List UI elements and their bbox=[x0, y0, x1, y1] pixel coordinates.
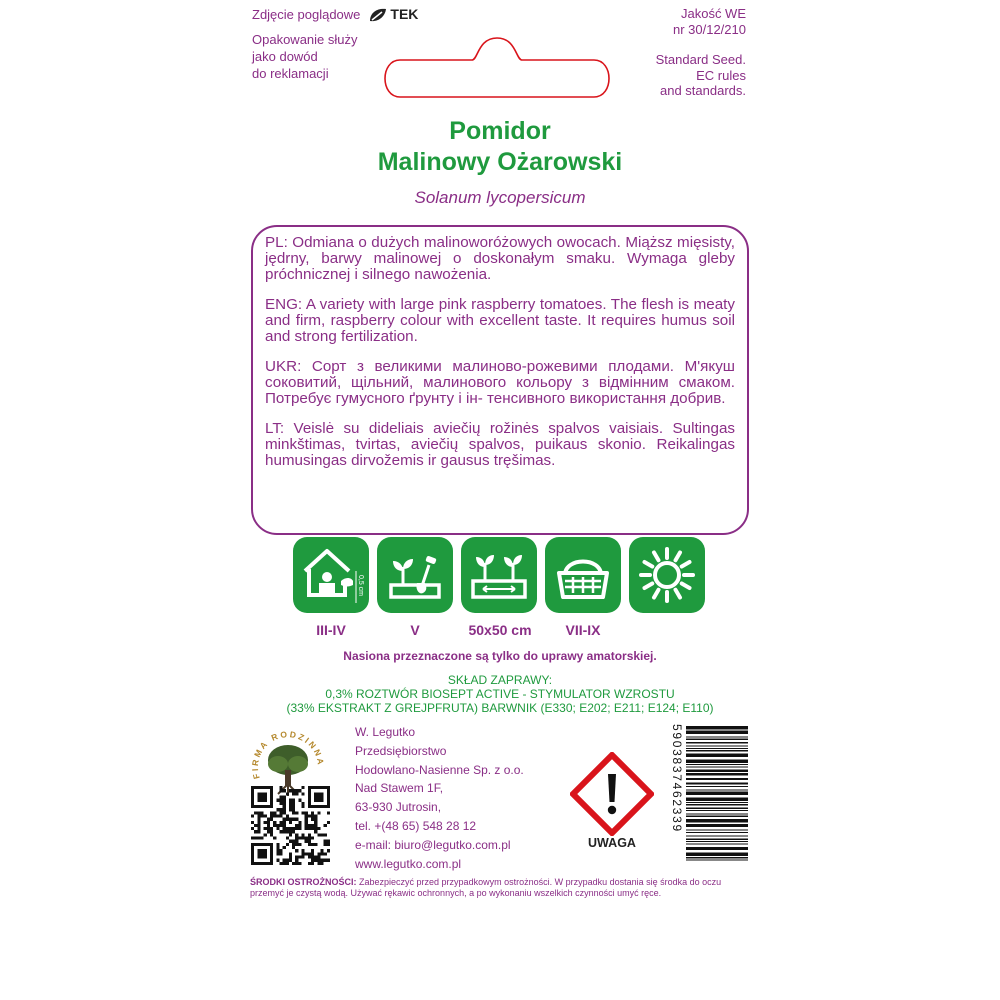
illustrative-photo-row bbox=[252, 6, 418, 23]
spacing-icon bbox=[461, 537, 537, 613]
greenhouse-sowing-icon bbox=[293, 537, 369, 613]
composition bbox=[250, 673, 750, 715]
sowing-period-label: III-IV bbox=[316, 622, 346, 638]
amateur-note: Nasiona przeznaczone są tylko do uprawy amatorskiej. bbox=[343, 649, 657, 663]
illustrative-photo-text: Zdjęcie poglądowe bbox=[252, 7, 361, 22]
email-link[interactable]: e-mail: biuro@legutko.com.pl bbox=[355, 837, 511, 852]
sun-icon bbox=[629, 537, 705, 613]
address-line: W. Legutko bbox=[355, 725, 416, 739]
quality-line: nr 30/12/210 bbox=[672, 21, 746, 37]
description-pl: PL: Odmiana o dużych malinoworóżowych owocach. Miąższ mięsisty, jędrny, barwy malinowej o doskonałym smaku. Wymaga gleby próchnicznej i silnego nawożenia. bbox=[265, 234, 735, 283]
website-link[interactable]: www.legutko.com.pl bbox=[355, 856, 462, 871]
cultivation-icons bbox=[293, 537, 713, 617]
description-ukr: UKR: Сорт з великими малиново-рожевими плодами. М'якуш соковитий, щільний, малинового кольору з відмінним смаком. Потребує гумусного ґрунту і ін- тенсивного використання добрив. bbox=[265, 358, 735, 407]
sowing-depth-text: 0,5 cm bbox=[357, 575, 364, 597]
quality-line: Jakość WE bbox=[680, 6, 746, 21]
composition-line: 0,3% ROZTWÓR BIOSEPT ACTIVE - STYMULATOR WZROSTU bbox=[325, 687, 675, 701]
standard-line: and standards. bbox=[659, 83, 746, 98]
standard-line: EC rules bbox=[696, 67, 746, 83]
logo-arc-text: FIRMA RODZINNA bbox=[250, 728, 326, 781]
harvest-basket-icon bbox=[545, 537, 621, 613]
leaf-icon bbox=[368, 7, 388, 23]
transplanting-icon bbox=[377, 537, 453, 613]
brand-logo bbox=[368, 6, 418, 23]
harvest-period-label: VII-IX bbox=[565, 622, 601, 638]
address-line: Nad Stawem 1F, bbox=[355, 781, 444, 796]
hazard-label: UWAGA bbox=[588, 836, 636, 850]
brand-name: TEK bbox=[390, 6, 419, 22]
address-line: Przedsiębiorstwo bbox=[355, 743, 447, 758]
barcode bbox=[670, 722, 748, 866]
standard-note bbox=[656, 52, 746, 99]
packaging-note-line: jako dowód bbox=[252, 49, 318, 64]
description-box bbox=[251, 225, 749, 535]
header-right bbox=[656, 6, 746, 99]
safety-text: Zabezpieczyć przed przypadkowym ostrożności. W przypadku dostania się środka do oczu przemyć je czystą wodą. Używać rękawic ochronnych, a po wykonaniu wszelkich czynności umyć ręce. bbox=[250, 877, 722, 898]
packaging-note-line: Opakowanie służy bbox=[252, 32, 358, 47]
packaging-note-line: do reklamacji bbox=[252, 66, 329, 81]
address-line: 63-930 Jutrosin, bbox=[355, 800, 442, 815]
phone-line: tel. +(48 65) 548 28 12 bbox=[355, 818, 477, 833]
composition-line: (33% EKSTRAKT Z GREJPFRUTA) BARWNIK (E330; E202; E211; E124; E110) bbox=[286, 701, 714, 715]
product-title-line1: Pomidor bbox=[449, 117, 551, 145]
description-lt: LT: Veislė su dideliais aviečių rožinės spalvos vaisiais. Sultingas minkštimas, tvirtas, aviečių spalvos, puikaus skonio. Reikalingas humusingas dirvožemis ir gausus tręšimas. bbox=[265, 420, 735, 469]
standard-line: Standard Seed. bbox=[655, 52, 746, 67]
safety-precautions bbox=[250, 877, 755, 899]
transplant-period-label: V bbox=[410, 622, 420, 638]
company-address bbox=[355, 723, 524, 873]
qr-code[interactable] bbox=[251, 786, 330, 865]
safety-label: ŚRODKI OSTROŻNOŚCI: bbox=[250, 877, 357, 887]
description-eng: ENG: A variety with large pink raspberry tomatoes. The flesh is meaty and firm, raspberry colour with excellent taste. It requires humus soil and strong fertilization. bbox=[265, 296, 735, 345]
exclamation-hazard-icon bbox=[570, 752, 654, 836]
address-line: Hodowlano-Nasienne Sp. z o.o. bbox=[355, 762, 524, 777]
product-title-line2: Malinowy Ożarowski bbox=[377, 148, 623, 176]
spacing-label: 50x50 cm bbox=[468, 622, 532, 638]
product-title bbox=[250, 116, 750, 178]
composition-heading: SKŁAD ZAPRAWY: bbox=[447, 673, 553, 687]
barcode-number: 5903837462339 bbox=[670, 724, 684, 833]
hanger-slot-outline bbox=[380, 36, 614, 100]
latin-name: Solanum lycopersicum bbox=[414, 188, 586, 207]
